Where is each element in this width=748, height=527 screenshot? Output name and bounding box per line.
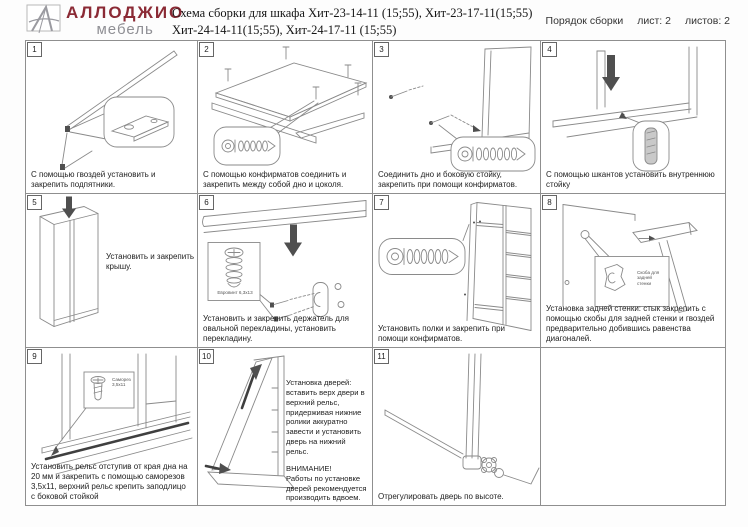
warning-title: ВНИМАНИЕ! [286,463,332,473]
panel-caption: Установить полки и закрепить при помощи конфирматов. [378,324,505,343]
brand-block [66,4,184,37]
sheet-number: лист: 2 [637,15,671,27]
panel-6 [197,193,372,347]
panel-grid [25,40,726,506]
panel-caption: Соединить дно и боковую стойку, закрепить при помощи конфирматов. [378,170,518,189]
panel-number: 3 [374,42,389,57]
part-label: Скоба для задней стенки [637,270,660,286]
title-line-2: Хит-24-14-11(15;55), Хит-24-17-11 (15;55) [172,22,397,37]
sheets-total: листов: 2 [684,15,730,27]
brand-subtitle: мебель [96,21,154,38]
panel-8 [540,193,725,347]
part-label: Саморез 3,5х11 [112,377,131,388]
panel-number: 2 [199,42,214,57]
panel-caption: Отрегулировать дверь по высоте. [378,492,504,501]
panel-number: 4 [542,42,557,57]
panel-3 [372,40,540,193]
panel-5 [25,193,197,347]
panel-caption: С помощью гвоздей установить и закрепить подпятники. [31,170,156,189]
panel-caption: Установка дверей: вставить верх двери в верхний рельс, придерживая нижние ролики аккуратно завести и установить дверь на нижний рельс. [286,378,365,457]
panel-number: 11 [374,349,389,364]
brand-name: АЛЛОДЖИО [66,3,185,22]
panel-caption: Установить рельс отступив от края дна на 20 мм и закрепить с помощью саморезов 3,5х11, верхний рельс крепить заподлицо с боковой стойкой [31,462,188,501]
panel-number: 5 [27,195,42,210]
illustration-door-adjust [373,348,540,505]
panel-caption: Установка задней стенки: стык закрепить с помощью скобы для задней стенки и гвоздей предварительно добившись равенства диагоналей. [546,304,715,343]
panel-caption: Установить и закрепить держатель для овальной перекладины, установить перекладину. [203,314,349,343]
title-line-1: Схема сборки для шкафа Хит-23-14-11 (15;55), Хит-23-17-11(15;55) [172,6,533,20]
panel-number: 10 [199,349,214,364]
page-title [172,5,532,38]
panel-number: 6 [199,195,214,210]
panel-caption: Установить и закрепить крышу. [106,252,195,272]
panel-number: 8 [542,195,557,210]
part-label: Евровинт 6,3х13 [217,290,253,295]
panel-caption: С помощью шкантов установить внутреннюю стойку [546,170,715,189]
panel-4 [540,40,725,193]
panel-9 [25,347,197,505]
panel-2 [197,40,372,193]
panel-12-empty [540,347,725,505]
panel-number: 9 [27,349,42,364]
panel-7 [372,193,540,347]
panel-caption: С помощью конфирматов соединить и закрепить между собой дно и цоколя. [203,170,347,189]
panel-number: 7 [374,195,389,210]
brand-logo-icon [26,4,62,34]
warning-text: Работы по установке дверей рекомендуется производить вдвоем. [286,473,367,503]
panel-caption-block [286,378,369,503]
panel-number: 1 [27,42,42,57]
panel-10 [197,347,372,505]
panel-1 [25,40,197,193]
order-title: Порядок сборки [545,15,624,27]
sheet-info [546,15,730,27]
panel-11 [372,347,540,505]
